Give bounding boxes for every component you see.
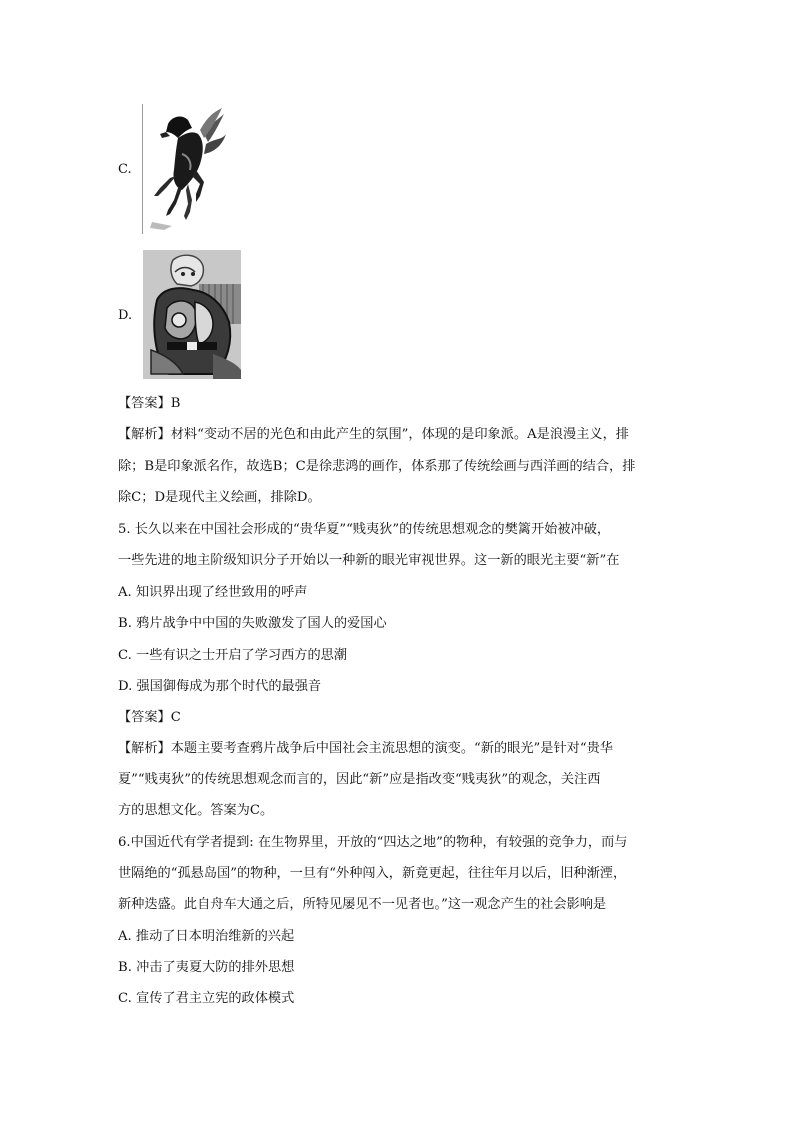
q5-option-c: C. 一些有识之士开启了学习西方的思潮 [118,648,348,663]
q6-stem-line-2: 世隔绝的“孤悬岛国”的物种，一旦有“外种闯入，新竟更起，往往年月以后，旧种渐湮， [118,866,627,881]
q5-option-d: D. 强国御侮成为那个时代的最强音 [118,679,322,694]
q5-stem-line-1: 5. 长久以来在中国社会形成的“贵华夏”“贱夷狄”的传统思想观念的樊篱开始被冲破， [118,522,611,537]
q4-analysis-line-2: 除；B是印象派名作，故选B；C是徐悲鸿的画作，体系那了传统绘画与西洋画的结合，排 [118,459,636,474]
cubist-woman-icon [143,250,241,379]
q4-analysis-line-3: 除C；D是现代主义绘画，排除D。 [118,490,321,505]
q5-option-b: B. 鸦片战争中中国的失败激发了国人的爱国心 [118,616,387,631]
cubist-painting-image [143,250,241,379]
q4-answer: 【答案】B [118,396,181,411]
q5-option-a: A. 知识界出现了经世致用的呼声 [118,585,308,600]
q6-option-b: B. 冲击了夷夏大防的排外思想 [118,960,295,975]
option-c-label: C. [118,162,132,177]
option-d-label: D. [118,308,133,323]
q4-analysis-line-1: 【解析】材料“变动不居的光色和由此产生的氛围”，体现的是印象派。A是浪漫主义，排 [118,427,629,442]
q5-analysis-line-3: 方的思想文化。答案为C。 [118,803,274,818]
q5-analysis-line-1: 【解析】本题主要考查鸦片战争后中国社会主流思想的演变。“新的眼光”是针对“贵华 [118,741,613,756]
q6-option-a: A. 推动了日本明治维新的兴起 [118,929,295,944]
q6-option-c: C. 宣传了君主立宪的政体模式 [118,991,295,1006]
galloping-horse-icon [142,104,226,234]
q5-analysis-line-2: 夏”“贱夷狄”的传统思想观念而言的，因此“新”应是指改变“贱夷狄”的观念，关注西 [118,772,601,787]
q5-stem-line-2: 一些先进的地主阶级知识分子开始以一种新的眼光审视世界。这一新的眼光主要“新”在 [118,553,620,568]
q6-stem-line-1: 6.中国近代有学者提到: 在生物界里，开放的“四达之地”的物种，有较强的竞争力，而与 [118,835,628,850]
q6-stem-line-3: 新种迭盛。此自舟车大通之后，所特见屡见不一见者也。”这一观念产生的社会影响是 [118,897,607,912]
horse-painting-image [142,104,226,234]
q5-answer: 【答案】C [118,710,181,725]
